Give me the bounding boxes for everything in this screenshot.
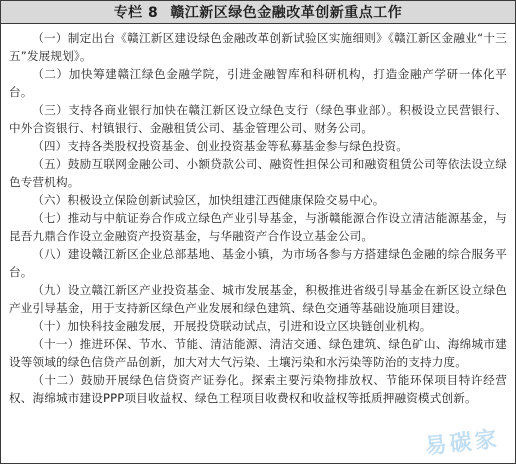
work-item: （五）鼓励互联网金融公司、小额贷款公司、融资性担保公司和融资租赁公司等依法设立绿色专营机构。 — [9, 157, 507, 189]
work-item: （六）积极设立保险创新试验区，加快组建江西健康保险交易中心。 — [32, 193, 385, 207]
work-item: （十一）推进环保、节水、节能、清洁能源、清洁交通、绿色建筑、绿色矿山、海绵城市建设等领域的绿色信贷产品创新，加大对大气污染、土壤污染和水污染等防治的支持力度。 — [9, 337, 507, 369]
work-item: （十）加快科技金融发展，开展投贷联动试点，引进和设立区块链创业机构。 — [32, 319, 432, 333]
watermark-logo: 易碳家 — [423, 427, 501, 460]
work-item: （三）支持各商业银行加快在赣江新区设立绿色支行（绿色事业部）。积极设立民营银行、中外合资银行、村镇银行、金融租赁公司、基金管理公司、财务公司。 — [9, 103, 507, 135]
work-item: （四）支持各类股权投资基金、创业投资基金等私募基金参与绿色投资。 — [32, 139, 408, 153]
work-item: （八）建设赣江新区企业总部基地、基金小镇，为市场各参与方搭建绿色金融的综合服务平台。 — [9, 247, 507, 279]
work-item: （七）推动与中航证券合作成立绿色产业引导基金，与浙赣能源合作设立清洁能源基金，与昆吾九鼎合作设立金融资产投资基金，与华融资产合作设立基金公司。 — [9, 211, 507, 243]
work-item: （二）加快筹建赣江绿色金融学院，引进金融智库和科研机构，打造金融产学研一体化平台。 — [9, 67, 507, 99]
column-header — [1, 1, 515, 24]
column-number: 专栏 8 — [113, 5, 159, 21]
work-item: （一）制定出台《赣江新区建设绿色金融改革创新试验区实施细则》《赣江新区金融业“十三五”发展规划》。 — [9, 31, 507, 63]
column-title: 赣江新区绿色金融改革创新重点工作 — [170, 5, 403, 21]
work-item: （九）设立赣江新区产业投资基金、城市发展基金，积极推进省级引导基金在新区设立绿色产业引导基金，用于支持新区绿色产业发展和绿色建筑、绿色交通等基础设施项目建设。 — [9, 283, 507, 315]
column-body — [1, 24, 515, 407]
work-item: （十二）鼓励开展绿色信贷资产证券化。探索主要污染物排放权、节能环保项目特许经营权、海绵城市建设PPP项目收益权、绿色工程项目收费权和收益权等抵质押融资模式创新。 — [9, 373, 507, 405]
